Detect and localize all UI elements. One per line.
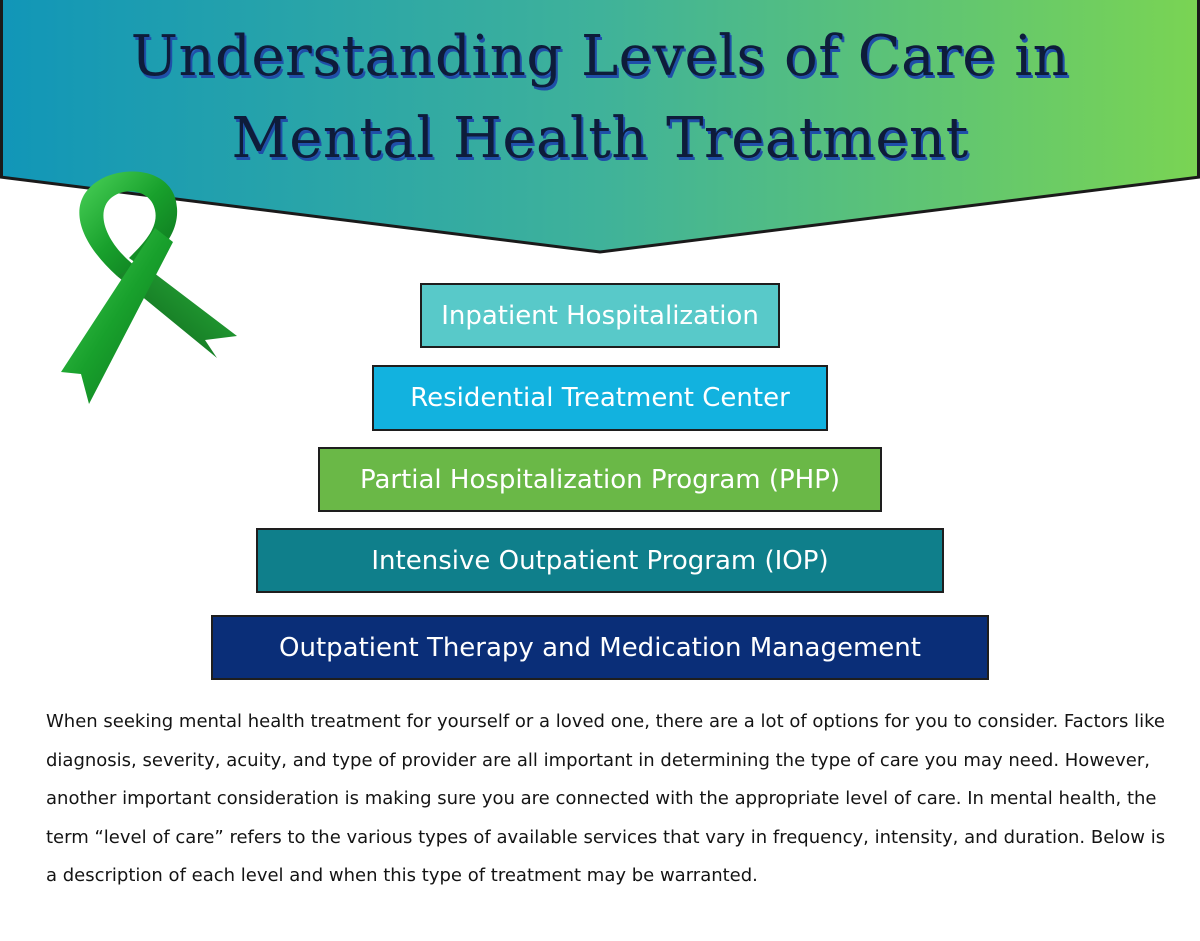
level-label: Inpatient Hospitalization [441, 300, 759, 331]
level-label: Residential Treatment Center [410, 383, 790, 413]
green-ribbon-icon [55, 168, 237, 408]
page-title-line-2: Mental Health Treatment [231, 106, 969, 171]
level-label: Intensive Outpatient Program (IOP) [371, 545, 829, 576]
level-label: Outpatient Therapy and Medication Management [279, 632, 921, 663]
level-outpatient-therapy [211, 615, 989, 680]
level-residential-treatment-center [372, 365, 828, 431]
level-intensive-outpatient-program [256, 528, 944, 593]
level-label: Partial Hospitalization Program (PHP) [359, 464, 841, 495]
description-paragraph: When seeking mental health treatment for yourself or a loved one, there are a lot of options for you to consider. Factors like diagnosis, severity, acuity, and type of provider are all important in determining the type of care you may need. However, another important consideration is making sure you are connected with the appropriate level of care. In mental health, the term “level of care” refers to the various types of available services that vary in frequency, intensity, and duration. Below is a description of each level and when this type of treatment may be warranted. [46, 711, 1166, 886]
level-inpatient-hospitalization [420, 283, 780, 348]
level-partial-hospitalization-program [318, 447, 882, 512]
page-title-line-1: Understanding Levels of Care in [130, 24, 1070, 89]
